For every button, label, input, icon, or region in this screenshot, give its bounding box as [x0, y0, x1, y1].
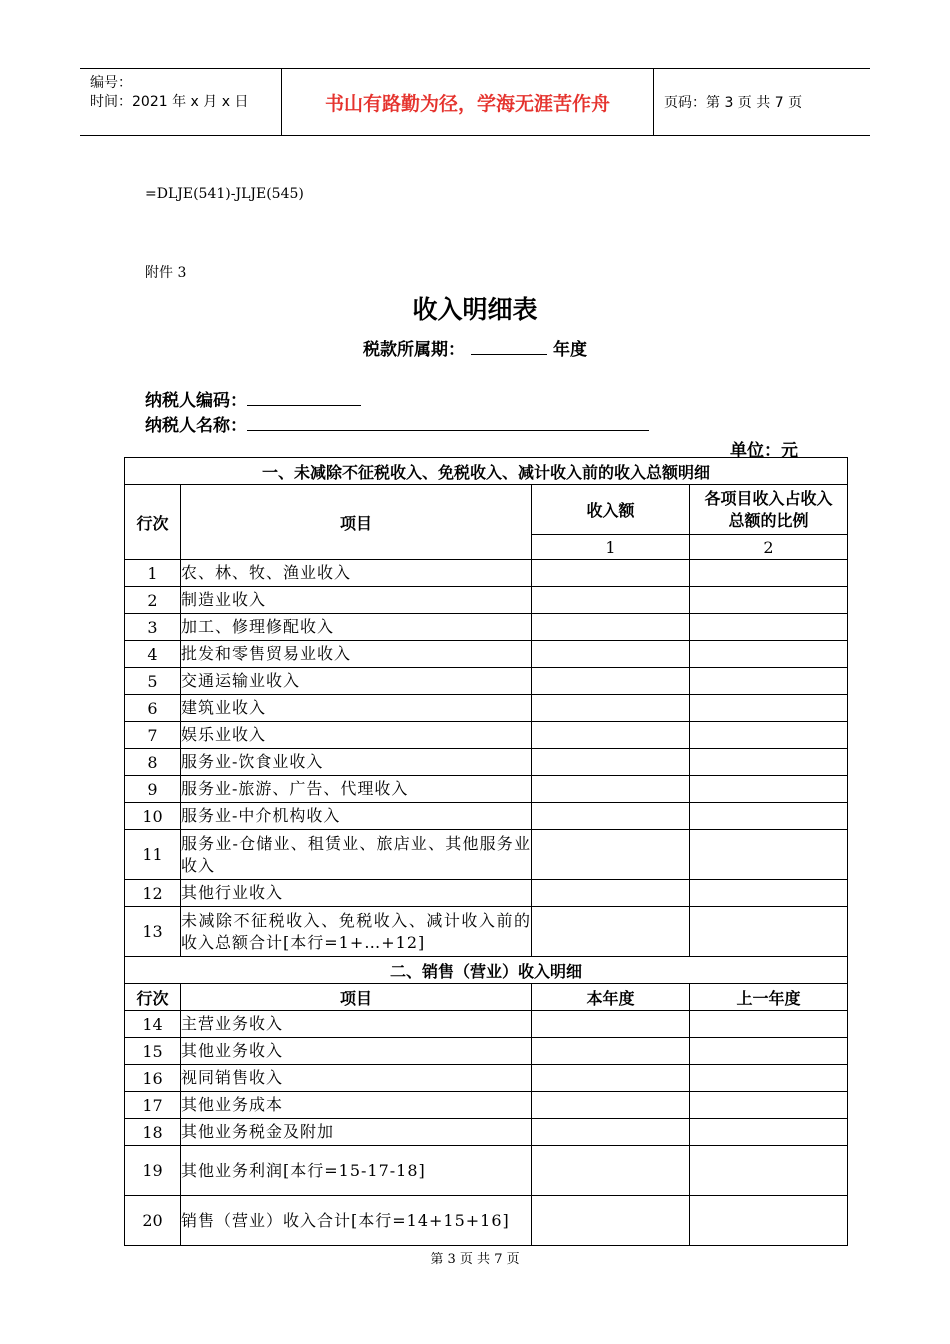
- table-row: [125, 641, 848, 668]
- value-cell[interactable]: [532, 880, 690, 907]
- table-row: [125, 614, 848, 641]
- period-label: 税款所属期：: [363, 340, 465, 360]
- value-cell[interactable]: [690, 1146, 848, 1196]
- value-cell[interactable]: [532, 803, 690, 830]
- row-item: 其他业务税金及附加: [181, 1119, 532, 1146]
- row-number: 17: [125, 1092, 181, 1119]
- value-cell[interactable]: [532, 695, 690, 722]
- value-cell[interactable]: [690, 880, 848, 907]
- value-cell[interactable]: [532, 722, 690, 749]
- table-row: [125, 587, 848, 614]
- table-row: [125, 1119, 848, 1146]
- row-number: 7: [125, 722, 181, 749]
- row-item: 其他业务成本: [181, 1092, 532, 1119]
- col-header-previous-year: 上一年度: [690, 984, 848, 1011]
- row-number: 19: [125, 1146, 181, 1196]
- table-row: [125, 776, 848, 803]
- formula-text: =DLJE(541)-JLJE(545): [145, 186, 304, 202]
- row-item: 视同销售收入: [181, 1065, 532, 1092]
- row-number: 3: [125, 614, 181, 641]
- value-cell[interactable]: [690, 668, 848, 695]
- section1-title: 一、未减除不征税收入、免税收入、减计收入前的收入总额明细: [125, 458, 848, 485]
- header-info: [80, 69, 282, 135]
- row-item: 其他业务收入: [181, 1038, 532, 1065]
- value-cell[interactable]: [532, 830, 690, 880]
- section2-header-row: [125, 984, 848, 1011]
- value-cell[interactable]: [532, 1011, 690, 1038]
- row-number: 18: [125, 1119, 181, 1146]
- table-row: [125, 803, 848, 830]
- row-number: 15: [125, 1038, 181, 1065]
- row-number: 20: [125, 1196, 181, 1246]
- value-cell[interactable]: [532, 614, 690, 641]
- row-item: 服务业-饮食业收入: [181, 749, 532, 776]
- value-cell[interactable]: [532, 776, 690, 803]
- value-cell[interactable]: [690, 803, 848, 830]
- row-item: 交通运输业收入: [181, 668, 532, 695]
- period-suffix: 年度: [553, 340, 587, 360]
- value-cell[interactable]: [532, 749, 690, 776]
- table-row: [125, 1092, 848, 1119]
- row-number: 9: [125, 776, 181, 803]
- value-cell[interactable]: [532, 1065, 690, 1092]
- row-number: 10: [125, 803, 181, 830]
- period-blank[interactable]: [471, 340, 547, 355]
- value-cell[interactable]: [532, 1196, 690, 1246]
- income-detail-table: [124, 457, 848, 1246]
- row-item: 娱乐业收入: [181, 722, 532, 749]
- value-cell[interactable]: [690, 1011, 848, 1038]
- table-row: [125, 668, 848, 695]
- value-cell[interactable]: [532, 1092, 690, 1119]
- taxpayer-code-field: [145, 386, 361, 411]
- row-item: 制造业收入: [181, 587, 532, 614]
- value-cell[interactable]: [690, 1092, 848, 1119]
- value-cell[interactable]: [690, 722, 848, 749]
- value-cell[interactable]: [532, 641, 690, 668]
- table-row: [125, 749, 848, 776]
- row-item: 服务业-中介机构收入: [181, 803, 532, 830]
- value-cell[interactable]: [532, 1119, 690, 1146]
- value-cell[interactable]: [690, 1196, 848, 1246]
- table-row: [125, 695, 848, 722]
- row-item: 加工、修理修配收入: [181, 614, 532, 641]
- value-cell[interactable]: [532, 668, 690, 695]
- row-number: 11: [125, 830, 181, 880]
- row-item: 未减除不征税收入、免税收入、减计收入前的收入总额合计[本行=1+…+12]: [181, 907, 532, 957]
- value-cell[interactable]: [532, 587, 690, 614]
- table-row: [125, 907, 848, 957]
- col-header-row-no: 行次: [125, 485, 181, 560]
- value-cell[interactable]: [690, 614, 848, 641]
- value-cell[interactable]: [532, 1038, 690, 1065]
- row-number: 6: [125, 695, 181, 722]
- value-cell[interactable]: [690, 1038, 848, 1065]
- row-number: 16: [125, 1065, 181, 1092]
- col-number-ratio: 2: [690, 535, 848, 560]
- row-number: 1: [125, 560, 181, 587]
- row-number: 4: [125, 641, 181, 668]
- table-row: [125, 1011, 848, 1038]
- header-motto: 书山有路勤为径，学海无涯苦作舟: [282, 69, 654, 135]
- value-cell[interactable]: [532, 560, 690, 587]
- page-footer: 第 3 页 共 7 页: [430, 1252, 520, 1267]
- section1-header-row: [125, 485, 848, 535]
- col-header-item: 项目: [181, 485, 532, 560]
- row-number: 2: [125, 587, 181, 614]
- value-cell[interactable]: [690, 641, 848, 668]
- col-number-amount: 1: [532, 535, 690, 560]
- value-cell[interactable]: [690, 695, 848, 722]
- row-number: 5: [125, 668, 181, 695]
- table-row: [125, 880, 848, 907]
- row-item: 服务业-旅游、广告、代理收入: [181, 776, 532, 803]
- row-number: 14: [125, 1011, 181, 1038]
- table-row: [125, 1065, 848, 1092]
- row-item: 批发和零售贸易业收入: [181, 641, 532, 668]
- page-title: 收入明细表: [412, 295, 538, 324]
- table-row: [125, 1196, 848, 1246]
- value-cell[interactable]: [690, 1119, 848, 1146]
- value-cell[interactable]: [690, 830, 848, 880]
- value-cell[interactable]: [690, 907, 848, 957]
- time-label: 时间：2021 年 x 月 x 日: [90, 94, 249, 110]
- row-item: 其他行业收入: [181, 880, 532, 907]
- table-row: [125, 830, 848, 880]
- table-row: [125, 1038, 848, 1065]
- col-header-amount: 收入额: [532, 485, 690, 535]
- col-header-row-no: 行次: [125, 984, 181, 1011]
- table-row: [125, 722, 848, 749]
- value-cell[interactable]: [532, 1146, 690, 1196]
- row-item: 其他业务利润[本行=15-17-18]: [181, 1146, 532, 1196]
- page-header: [80, 68, 870, 136]
- section1-title-row: [125, 458, 848, 485]
- row-number: 13: [125, 907, 181, 957]
- table-row: [125, 560, 848, 587]
- value-cell[interactable]: [690, 749, 848, 776]
- col-header-item: 项目: [181, 984, 532, 1011]
- row-item: 服务业-仓储业、租赁业、旅店业、其他服务业收入: [181, 830, 532, 880]
- row-number: 12: [125, 880, 181, 907]
- row-item: 主营业务收入: [181, 1011, 532, 1038]
- taxpayer-name-label: 纳税人名称：: [145, 416, 247, 436]
- row-item: 农、林、牧、渔业收入: [181, 560, 532, 587]
- value-cell[interactable]: [690, 1065, 848, 1092]
- taxpayer-code-blank[interactable]: [247, 391, 361, 406]
- attachment-label: 附件 3: [145, 265, 187, 281]
- row-item: 销售（营业）收入合计[本行=14+15+16]: [181, 1196, 532, 1246]
- col-header-current-year: 本年度: [532, 984, 690, 1011]
- col-header-ratio: 各项目收入占收入总额的比例: [690, 485, 848, 535]
- value-cell[interactable]: [690, 560, 848, 587]
- number-label: 编号：: [90, 75, 132, 91]
- table-row: [125, 1146, 848, 1196]
- taxpayer-code-label: 纳税人编码：: [145, 391, 247, 411]
- value-cell[interactable]: [532, 907, 690, 957]
- header-page-label: 页码：第 3 页 共 7 页: [664, 95, 803, 111]
- taxpayer-name-field: [145, 411, 649, 436]
- row-item: 建筑业收入: [181, 695, 532, 722]
- row-number: 8: [125, 749, 181, 776]
- tax-period: [0, 335, 950, 360]
- unit-label: 单位：元: [730, 441, 798, 461]
- value-cell[interactable]: [690, 776, 848, 803]
- value-cell[interactable]: [690, 587, 848, 614]
- section2-title-row: [125, 957, 848, 984]
- taxpayer-name-blank[interactable]: [247, 416, 649, 431]
- section2-title: 二、销售（营业）收入明细: [125, 957, 848, 984]
